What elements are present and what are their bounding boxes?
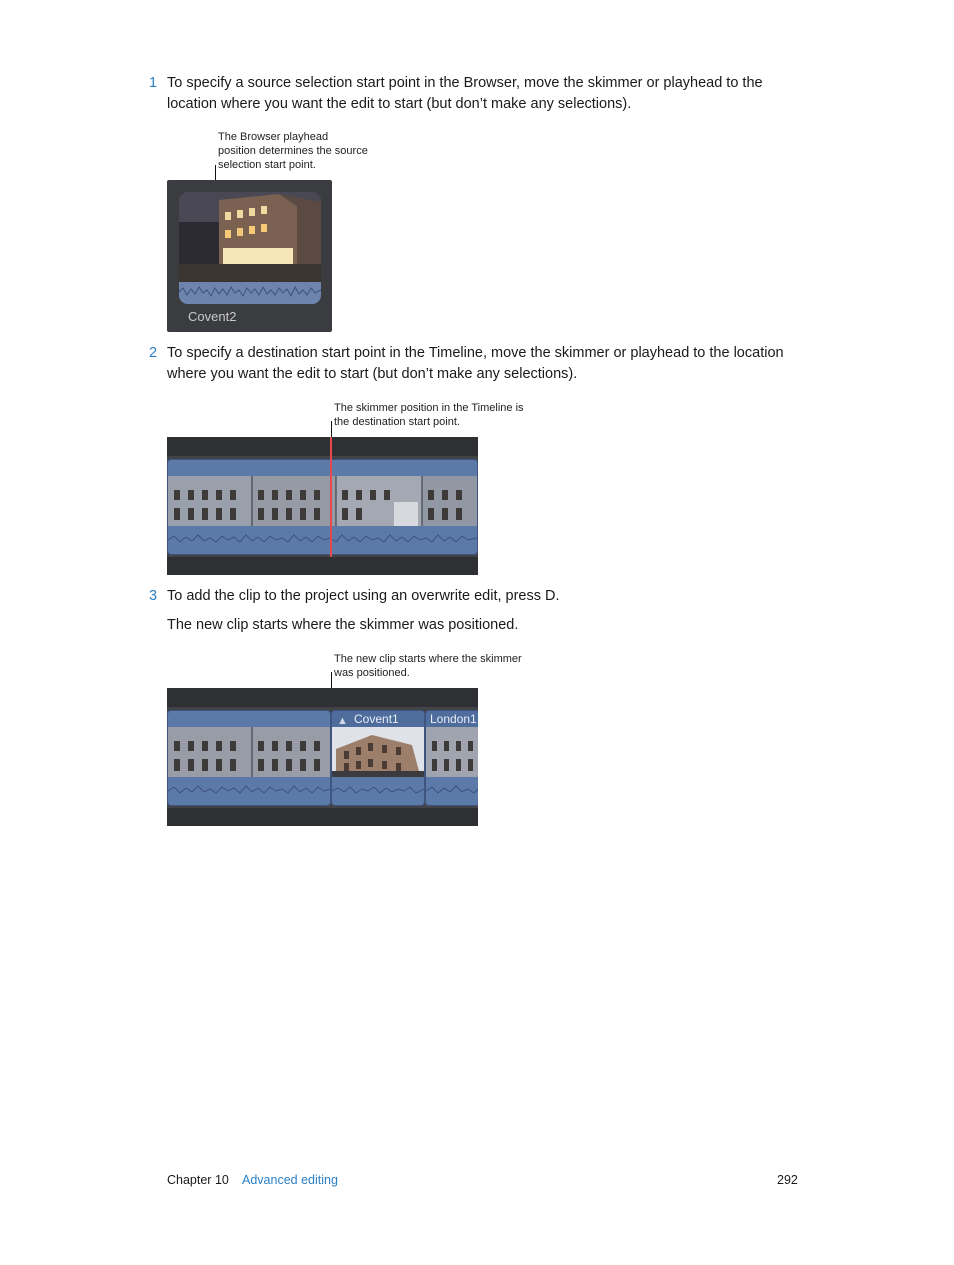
step-3 <box>149 586 789 607</box>
timeline-ruler <box>167 688 478 707</box>
browser-callout: The Browser playhead position determines the source selection start point. <box>218 131 368 171</box>
clip-london1[interactable] <box>425 710 478 806</box>
browser-clip[interactable] <box>167 180 332 332</box>
new-clip-covent1[interactable] <box>331 710 425 806</box>
step-text: To specify a destination start point in the Timeline, move the skimmer or playhead to the location where you want the edit to start (but don’t make any selections). <box>167 345 784 382</box>
result-paragraph: The new clip starts where the skimmer was positioned. <box>167 617 519 633</box>
audio-role-icon: ▲ <box>337 715 348 727</box>
browser-filmstrip <box>179 192 321 304</box>
step-text: To specify a source selection start point in the Browser, move the skimmer or playhead to the location where you want the edit to start (but don’t make any selections). <box>167 75 763 112</box>
covent-garden-thumbnail <box>179 192 321 304</box>
clip-audio-waveform <box>332 777 424 805</box>
timeline-after[interactable] <box>167 688 478 826</box>
page-number: 292 <box>777 1173 798 1187</box>
step-2 <box>149 343 789 385</box>
timeline-bottom-bar <box>167 808 478 826</box>
timeline-clip[interactable] <box>167 459 478 555</box>
timeline-callout: The skimmer position in the Timeline is the destination start point. <box>334 402 524 428</box>
clip-header <box>426 711 478 727</box>
footer-chapter: Chapter 10 <box>167 1173 229 1187</box>
skimmer-playhead[interactable] <box>330 437 332 575</box>
step-text: To add the clip to the project using an overwrite edit, press D. <box>167 588 560 604</box>
step-number: 1 <box>149 75 158 91</box>
step-number: 3 <box>149 588 158 604</box>
clip-filmstrip <box>168 727 330 777</box>
timeline-before[interactable] <box>167 437 478 575</box>
clip-name: London1 <box>430 712 477 726</box>
step-number: 2 <box>149 345 158 361</box>
timeline-ruler <box>167 437 478 456</box>
building-thumbnails <box>168 476 477 526</box>
browser-clip-name: Covent2 <box>188 309 237 324</box>
clip-name: Covent1 <box>354 712 399 726</box>
footer-section-link[interactable]: Advanced editing <box>242 1173 338 1187</box>
clip-audio-waveform <box>168 526 477 554</box>
clip-filmstrip <box>332 727 424 777</box>
clip-filmstrip <box>168 476 477 526</box>
clip-audio-waveform <box>168 777 330 805</box>
clip-filmstrip <box>426 727 478 777</box>
clip-header <box>332 711 424 727</box>
clip-audio-waveform <box>426 777 478 805</box>
new-clip-callout: The new clip starts where the skimmer was positioned. <box>334 653 522 679</box>
step-1 <box>149 73 789 115</box>
timeline-bottom-bar <box>167 557 478 575</box>
existing-timeline-clip[interactable] <box>167 710 331 806</box>
